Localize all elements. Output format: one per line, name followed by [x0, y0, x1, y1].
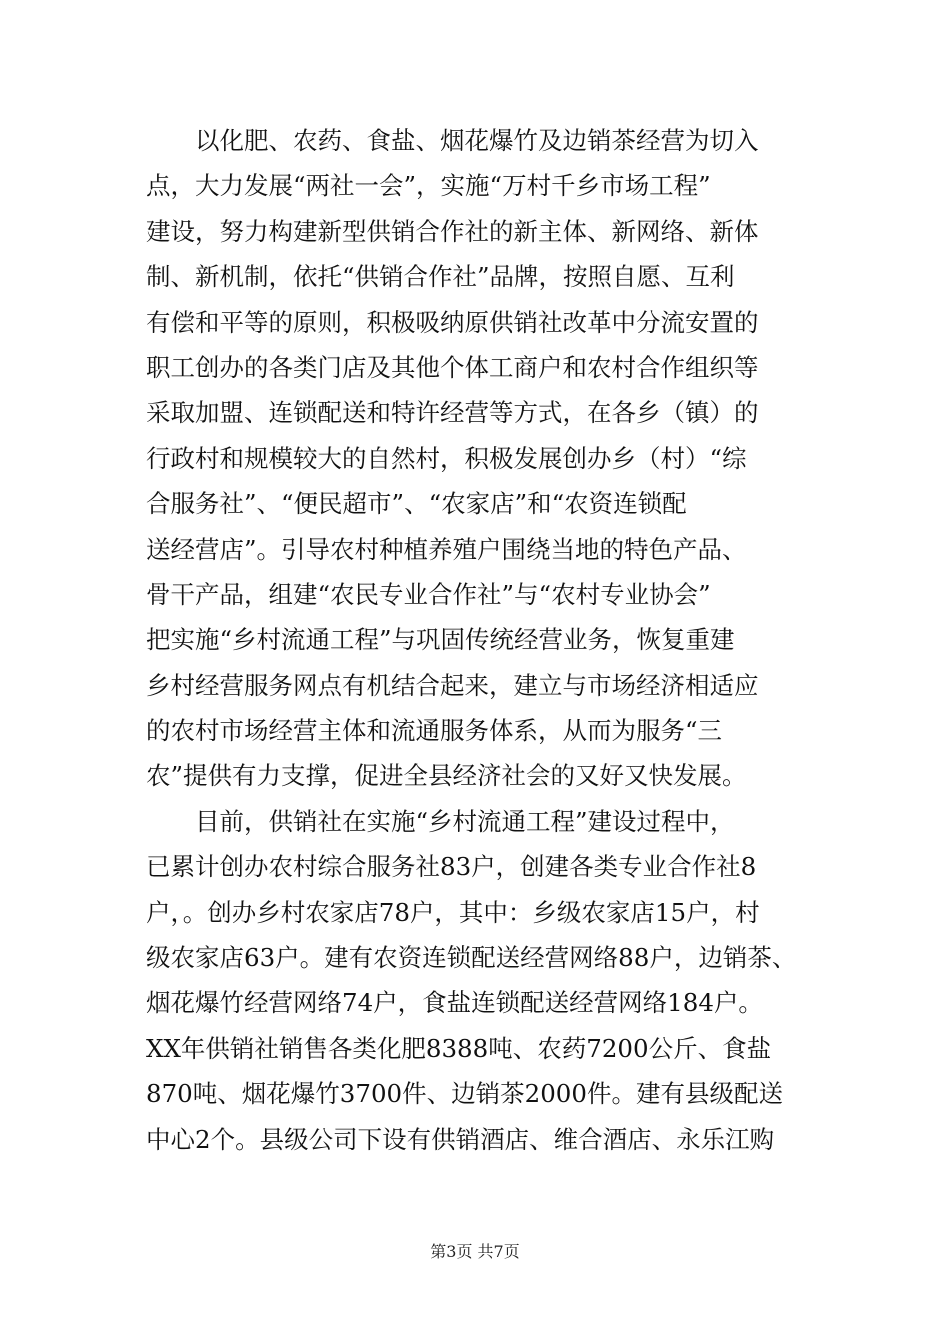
text-line: 乡村经营服务网点有机结合起来，建立与市场经济相适应	[146, 670, 759, 700]
page-footer	[0, 1240, 950, 1264]
text-line: 行政村和规模较大的自然村，积极发展创办乡（村）“综	[146, 443, 747, 473]
text-line: 目前，供销社在实施“乡村流通工程”建设过程中，	[146, 806, 735, 836]
text-line: 级农家店63户。建有农资连锁配送经营网络88户，边销茶、	[146, 943, 797, 973]
text-line: 合服务社”、“便民超市”、“农家店”和“农资连锁配	[146, 489, 687, 519]
text-line: XX年供销社销售各类化肥8388吨、农药7200公斤、食盐	[146, 1033, 772, 1063]
text-line: 建设，努力构建新型供销合作社的新主体、新网络、新体	[146, 216, 759, 246]
text-line: 职工创办的各类门店及其他个体工商户和农村合作组织等	[146, 352, 759, 382]
text-line: 制、新机制，依托“供销合作社”品牌，按照自愿、互利	[146, 262, 735, 292]
text-line: 采取加盟、连锁配送和特许经营等方式，在各乡（镇）的	[146, 398, 759, 428]
text-line: 烟花爆竹经营网络74户，食盐连锁配送经营网络184户。	[146, 988, 763, 1018]
text-line: 户，。创办乡村农家店78户，其中：乡级农家店15户，村	[146, 897, 760, 927]
text-line: 的农村市场经营主体和流通服务体系，从而为服务“三	[146, 716, 723, 746]
page-number: 第3页 共7页	[430, 1242, 520, 1261]
text-line: 点，大力发展“两社一会”，实施“万村千乡市场工程”	[146, 171, 711, 201]
text-line: 以化肥、农药、食盐、烟花爆竹及边销茶经营为切入	[146, 126, 759, 155]
text-line: 有偿和平等的原则，积极吸纳原供销社改革中分流安置的	[146, 307, 759, 337]
text-line: 已累计创办农村综合服务社83户，创建各类专业合作社8	[146, 852, 757, 882]
text-line: 农”提供有力支撑，促进全县经济社会的又好又快发展。	[146, 761, 747, 791]
text-line: 把实施“乡村流通工程”与巩固传统经营业务，恢复重建	[146, 625, 735, 655]
body-text	[146, 118, 811, 1162]
text-line: 870吨、烟花爆竹3700件、边销茶2000件。建有县级配送	[146, 1079, 783, 1109]
text-line: 送经营店”。引导农村种植养殖户围绕当地的特色产品、	[146, 534, 747, 564]
text-line: 中心2个。县级公司下设有供销酒店、维合酒店、永乐江购	[146, 1124, 775, 1154]
text-line: 骨干产品，组建“农民专业合作社”与“农村专业协会”	[146, 579, 711, 609]
